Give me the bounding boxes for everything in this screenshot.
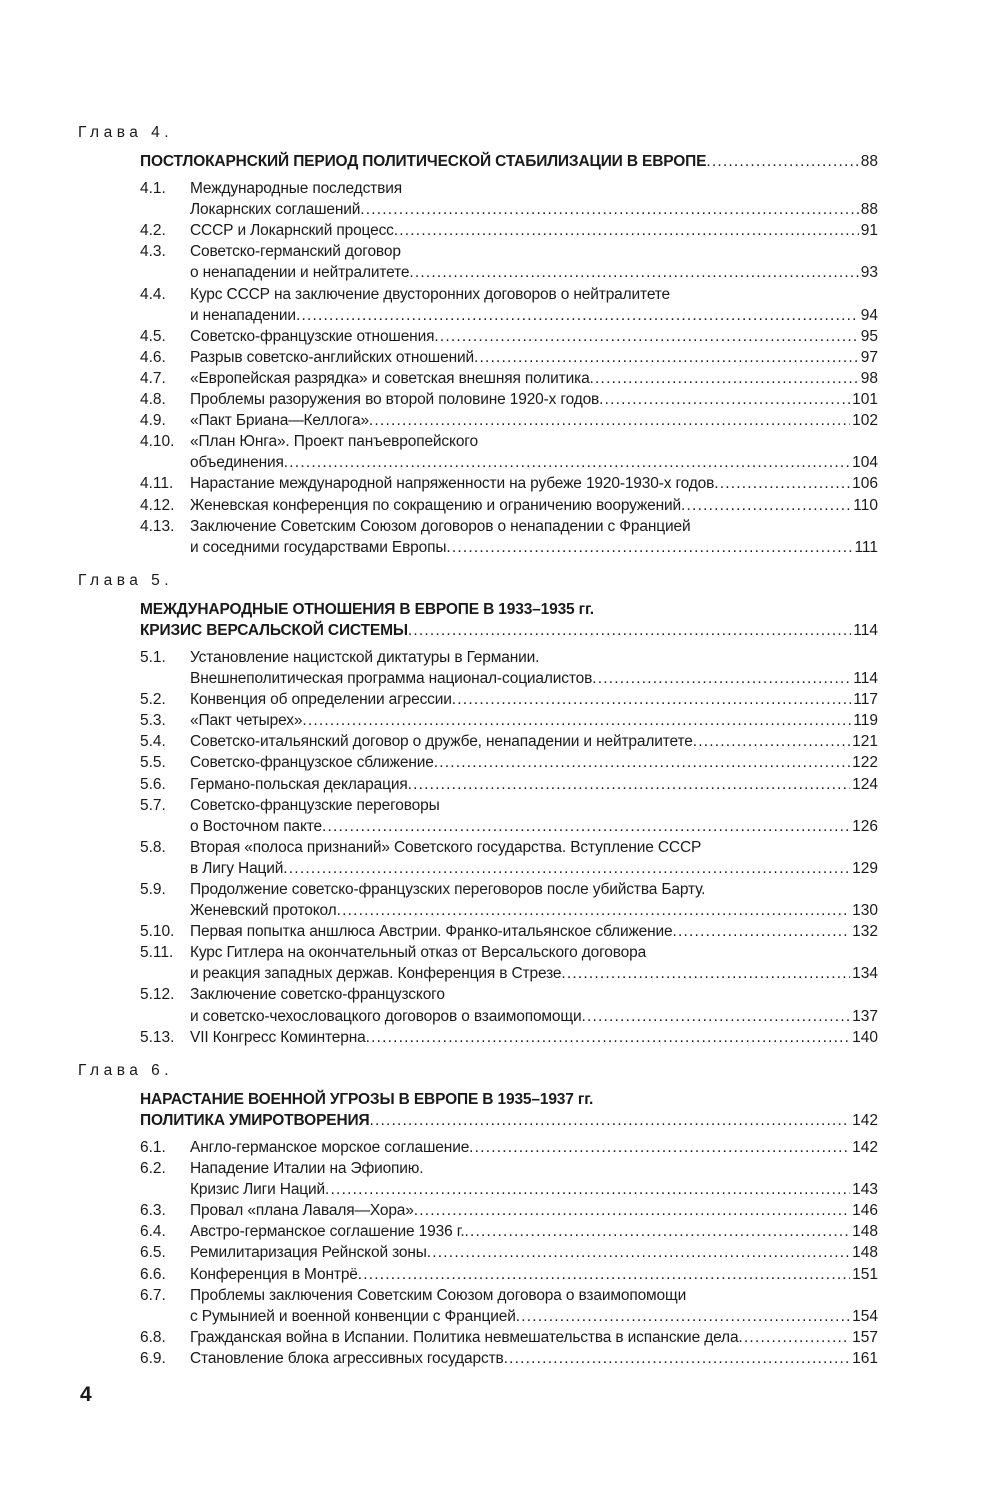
page-ref: 114 [853, 621, 878, 639]
toc-line [140, 1027, 878, 1048]
toc-line [140, 326, 878, 347]
toc-line [140, 816, 878, 837]
toc-line [140, 731, 878, 752]
section-title: объединения [190, 454, 284, 472]
toc-line [140, 516, 878, 537]
page-ref: 130 [852, 902, 878, 920]
section-title: и советско-чехословацкого договоров о взаимопомощи [190, 1007, 582, 1025]
section-title: Нападение Италии на Эфиопию. [190, 1160, 424, 1178]
page-number: 4 [80, 1383, 92, 1406]
section-title: Установление нацистской диктатуры в Германии. [190, 648, 540, 666]
page-ref: 88 [860, 201, 878, 219]
section-number: 4.1. [140, 180, 166, 198]
chapter-block [78, 1060, 878, 1369]
toc-entry [78, 347, 878, 368]
section-title: «План Юнга». Проект панъевропейского [190, 433, 478, 451]
page-ref: 137 [852, 1007, 878, 1025]
section-title: с Румынией и военной конвенции с Францией [190, 1307, 516, 1325]
page-ref: 124 [852, 775, 878, 793]
toc-line [140, 410, 878, 431]
dot-leader [590, 368, 859, 389]
section-number: 4.5. [140, 327, 166, 345]
section-title: Женевский протокол [190, 902, 337, 920]
toc-line [140, 668, 878, 689]
dot-leader [706, 151, 858, 172]
toc-line [140, 537, 878, 558]
dot-leader [322, 816, 850, 837]
section-title: Разрыв советско-английских отношений [190, 348, 474, 366]
section-title: и ненападении [190, 306, 296, 324]
section-title: Курс Гитлера на окончательный отказ от Версальского договора [190, 944, 647, 962]
section-title: Локарнских соглашений [190, 201, 361, 219]
section-title: Советско-французские переговоры [190, 796, 440, 814]
toc-entry [78, 473, 878, 494]
section-number: 6.2. [140, 1160, 166, 1178]
section-number: 5.1. [140, 648, 166, 666]
section-number: 5.4. [140, 733, 166, 751]
dot-leader [409, 262, 858, 283]
dot-leader [738, 1327, 850, 1348]
toc-line [140, 1348, 878, 1369]
page-ref: 148 [852, 1244, 878, 1262]
page-ref: 119 [853, 712, 878, 730]
toc-entry [78, 1158, 878, 1200]
section-title: о Восточном пакте [190, 817, 323, 835]
section-number: 5.12. [140, 986, 175, 1004]
toc-line [140, 1006, 878, 1027]
dot-leader [302, 710, 851, 731]
dot-leader [434, 326, 858, 347]
toc-line [140, 178, 878, 199]
dot-leader [582, 1006, 851, 1027]
page-ref: 94 [860, 306, 878, 324]
section-title: Гражданская война в Испании. Политика невмешательства в испанские дела [190, 1328, 739, 1346]
toc-entry [78, 984, 878, 1026]
chapter-title [140, 1089, 878, 1131]
section-number: 5.9. [140, 881, 166, 898]
section-number: 4.2. [140, 222, 166, 240]
toc-line [140, 1285, 878, 1306]
toc-line [140, 647, 878, 668]
chapter-title-text: НАРАСТАНИЕ ВОЕННОЙ УГРОЗЫ В ЕВРОПЕ В 1935–1937 гг. [140, 1090, 594, 1108]
section-title: и соседними государствами Европы [190, 538, 447, 556]
toc-line [140, 1137, 878, 1158]
section-title: Нарастание международной напряженности на рубеже 1920-1930-х годов [190, 475, 715, 493]
page-ref: 95 [860, 327, 878, 345]
table-of-contents [78, 122, 878, 1381]
toc-entry [78, 1027, 878, 1048]
section-number: 5.3. [140, 712, 166, 730]
section-title: Проблемы разоружения во второй половине 1920-х годов [190, 391, 600, 409]
section-number: 6.3. [140, 1202, 166, 1220]
section-title: о ненападении и нейтралитете [190, 264, 410, 282]
chapter-title-line [140, 599, 878, 620]
section-number: 5.2. [140, 691, 166, 709]
chapter-title-text: КРИЗИС ВЕРСАЛЬСКОЙ СИСТЕМЫ [140, 621, 408, 639]
section-number: 5.13. [140, 1028, 175, 1046]
toc-entry [78, 774, 878, 795]
section-number: 6.6. [140, 1265, 166, 1283]
toc-entry [78, 516, 878, 558]
dot-leader [599, 389, 850, 410]
chapter-label: Глава 4. [78, 124, 174, 141]
page-ref: 97 [860, 348, 878, 366]
section-title: Ремилитаризация Рейнской зоны [190, 1244, 427, 1262]
chapter-title-text: ПОЛИТИКА УМИРОТВОРЕНИЯ [140, 1111, 370, 1129]
toc-line [140, 305, 878, 326]
chapter-title-line [140, 1089, 878, 1110]
toc-line [140, 241, 878, 262]
toc-line [140, 262, 878, 283]
section-number: 4.7. [140, 369, 166, 387]
page-ref: 134 [852, 965, 878, 983]
page-ref: 132 [852, 923, 878, 941]
page-ref: 101 [852, 391, 878, 409]
section-number: 4.10. [140, 433, 175, 451]
section-number: 4.12. [140, 496, 175, 514]
toc-line [140, 1179, 878, 1200]
chapter-title-line [140, 620, 878, 641]
toc-line [140, 710, 878, 731]
toc-line [140, 774, 878, 795]
section-number: 4.6. [140, 348, 166, 366]
chapter-title-line [140, 1110, 878, 1131]
page-ref: 91 [860, 222, 878, 240]
section-title: Первая попытка аншлюса Австрии. Франко-итальянское сближение [190, 923, 673, 941]
section-title: Советско-французское сближение [190, 754, 434, 772]
section-title: «Пакт четырех» [190, 712, 303, 730]
dot-leader [337, 900, 851, 921]
toc-line [140, 963, 878, 984]
toc-line [140, 921, 878, 942]
section-title: Проблемы заключения Советским Союзом договора о взаимопомощи [190, 1286, 687, 1304]
page-ref: 104 [852, 454, 878, 472]
toc-line [140, 199, 878, 220]
dot-leader [394, 220, 859, 241]
page-ref: 117 [853, 691, 878, 709]
section-title: в Лигу Наций [190, 859, 284, 877]
dot-leader [446, 537, 852, 558]
dot-leader [693, 731, 850, 752]
section-title: VII Конгресс Коминтерна [190, 1028, 366, 1046]
section-number: 4.8. [140, 391, 166, 409]
toc-entry [78, 368, 878, 389]
page-ref: 129 [852, 859, 878, 877]
toc-line [140, 1200, 878, 1221]
toc-entry [78, 942, 878, 984]
section-title: Заключение Советским Союзом договоров о ненападении с Францией [190, 517, 691, 535]
page-ref: 157 [852, 1328, 878, 1346]
dot-leader [360, 199, 858, 220]
section-title: Советско-германский договор [190, 243, 401, 261]
section-title: Заключение советско-французского [190, 986, 445, 1004]
section-title: и реакция западных держав. Конференция в Стрезе [190, 965, 562, 983]
toc-entry [78, 1327, 878, 1348]
section-number: 4.13. [140, 517, 175, 535]
toc-entry [78, 879, 878, 921]
section-title: Вторая «полоса признаний» Советского государства. Вступление СССР [190, 838, 702, 856]
toc-entry [78, 837, 878, 879]
toc-entry [78, 752, 878, 773]
page-ref: 93 [860, 264, 878, 282]
page-ref: 126 [852, 817, 878, 835]
toc-line [140, 452, 878, 473]
toc-line [140, 431, 878, 452]
toc-line [140, 689, 878, 710]
section-number: 5.6. [140, 775, 166, 793]
section-number: 5.11. [140, 944, 174, 962]
page-ref: 114 [853, 670, 878, 688]
toc-entry [78, 1242, 878, 1263]
toc-line [140, 879, 878, 900]
dot-leader [408, 620, 851, 641]
section-number: 6.8. [140, 1328, 166, 1346]
page-ref: 142 [852, 1138, 878, 1156]
dot-leader [673, 921, 851, 942]
section-title: Становление блока агрессивных государств [190, 1349, 504, 1367]
section-title: Советско-итальянский договор о дружбе, ненападении и нейтралитете [190, 733, 693, 751]
toc-line [140, 1158, 878, 1179]
dot-leader [592, 668, 851, 689]
dot-leader [366, 1027, 851, 1048]
section-title: Продолжение советско-французских переговоров после убийства Барту. [190, 881, 706, 898]
dot-leader [369, 1110, 850, 1131]
page-ref: 143 [852, 1181, 878, 1199]
chapter-title [140, 151, 878, 172]
section-title: Кризис Лиги Наций [190, 1181, 326, 1199]
toc-line [140, 1242, 878, 1263]
chapter-title-text: ПОСТЛОКАРНСКИЙ ПЕРИОД ПОЛИТИЧЕСКОЙ СТАБИЛИЗАЦИИ В ЕВРОПЕ [140, 153, 707, 170]
section-number: 5.10. [140, 923, 175, 941]
section-title: Внешнеполитическая программа национал-социалистов [190, 670, 593, 688]
chapter-label: Глава 6. [78, 1061, 174, 1079]
dot-leader [369, 410, 850, 431]
section-title: Конференция в Монтрё [190, 1265, 358, 1283]
toc-line [140, 1264, 878, 1285]
page-ref: 154 [852, 1307, 878, 1325]
section-number: 5.8. [140, 838, 166, 856]
page-ref: 111 [854, 538, 878, 556]
section-number: 4.4. [140, 285, 166, 303]
section-title: СССР и Локарнский процесс [190, 222, 394, 240]
toc-entry [78, 178, 878, 220]
toc-line [140, 900, 878, 921]
section-number: 6.5. [140, 1244, 166, 1262]
toc-entry [78, 495, 878, 516]
chapter-block [78, 570, 878, 1048]
toc-line [140, 752, 878, 773]
section-number: 6.4. [140, 1223, 166, 1241]
toc-entry [78, 647, 878, 689]
dot-leader [427, 1242, 850, 1263]
page-ref: 122 [852, 754, 878, 772]
section-title: Англо-германское морское соглашение [190, 1138, 470, 1156]
toc-line [140, 1327, 878, 1348]
toc-entry [78, 1264, 878, 1285]
toc-entry [78, 1221, 878, 1242]
toc-line [140, 347, 878, 368]
dot-leader [358, 1264, 850, 1285]
section-title: Австро-германское соглашение 1936 г. [190, 1223, 465, 1241]
toc-entry [78, 921, 878, 942]
chapter-title-text: МЕЖДУНАРОДНЫЕ ОТНОШЕНИЯ В ЕВРОПЕ В 1933–1935 гг. [140, 600, 594, 618]
toc-line [140, 1221, 878, 1242]
dot-leader [504, 1348, 850, 1369]
section-title: Провал «плана Лаваля—Хора» [190, 1202, 414, 1220]
page-ref: 146 [852, 1202, 878, 1220]
chapter-title-line [140, 151, 878, 172]
toc-line [140, 1306, 878, 1327]
section-number: 5.5. [140, 754, 166, 772]
toc-line [140, 495, 878, 516]
dot-leader [284, 452, 850, 473]
toc-entry [78, 241, 878, 283]
toc-entry [78, 410, 878, 431]
page-ref: 148 [852, 1223, 878, 1241]
page-ref: 110 [853, 496, 878, 514]
toc-entry [78, 1285, 878, 1327]
section-title: Курс СССР на заключение двусторонних договоров о нейтралитете [190, 285, 671, 303]
toc-line [140, 284, 878, 305]
toc-entry [78, 1348, 878, 1369]
toc-entry [78, 431, 878, 473]
page-ref: 161 [852, 1349, 878, 1367]
section-number: 4.11. [140, 475, 174, 493]
dot-leader [516, 1306, 850, 1327]
dot-leader [296, 305, 859, 326]
dot-leader [469, 1137, 850, 1158]
toc-entry [78, 326, 878, 347]
section-number: 4.9. [140, 412, 166, 430]
toc-entry [78, 1137, 878, 1158]
section-title: Советско-французские отношения [190, 327, 435, 345]
toc-line [140, 220, 878, 241]
section-title: Германо-польская декларация [190, 775, 408, 793]
toc-entry [78, 220, 878, 241]
dot-leader [681, 495, 851, 516]
dot-leader [474, 347, 859, 368]
page-ref: 102 [852, 412, 878, 430]
dot-leader [283, 858, 850, 879]
toc-entry [78, 710, 878, 731]
page-ref: 88 [860, 153, 878, 170]
section-title: Конвенция об определении агрессии [190, 691, 452, 709]
toc-line [140, 795, 878, 816]
chapter-title [140, 599, 878, 641]
toc-line [140, 942, 878, 963]
toc-entry [78, 1200, 878, 1221]
toc-entry [78, 284, 878, 326]
toc-line [140, 473, 878, 494]
section-number: 6.9. [140, 1349, 166, 1367]
toc-line [140, 837, 878, 858]
page-ref: 98 [860, 369, 878, 387]
toc-line [140, 389, 878, 410]
dot-leader [561, 963, 850, 984]
dot-leader [325, 1179, 850, 1200]
page-ref: 140 [852, 1028, 878, 1046]
section-title: Международные последствия [190, 180, 402, 198]
dot-leader [452, 689, 851, 710]
section-number: 4.3. [140, 243, 166, 261]
section-number: 6.7. [140, 1286, 166, 1304]
dot-leader [464, 1221, 850, 1242]
toc-line [140, 368, 878, 389]
section-title: Женевская конференция по сокращению и ограничению вооружений [190, 496, 682, 514]
page-ref: 121 [852, 733, 878, 751]
toc-line [140, 858, 878, 879]
toc-entry [78, 795, 878, 837]
chapter-block [78, 122, 878, 558]
toc-entry [78, 389, 878, 410]
toc-entry [78, 689, 878, 710]
toc-line [140, 984, 878, 1005]
dot-leader [414, 1200, 850, 1221]
section-title: «Пакт Бриана—Келлога» [190, 412, 369, 430]
page-ref: 106 [852, 475, 878, 493]
dot-leader [714, 473, 850, 494]
chapter-label: Глава 5. [78, 571, 174, 589]
dot-leader [408, 774, 851, 795]
page-ref: 142 [852, 1111, 878, 1129]
section-number: 6.1. [140, 1138, 166, 1156]
toc-entry [78, 731, 878, 752]
section-number: 5.7. [140, 796, 166, 814]
dot-leader [434, 752, 850, 773]
page-ref: 151 [852, 1265, 878, 1283]
section-title: «Европейская разрядка» и советская внешняя политика [190, 369, 590, 387]
